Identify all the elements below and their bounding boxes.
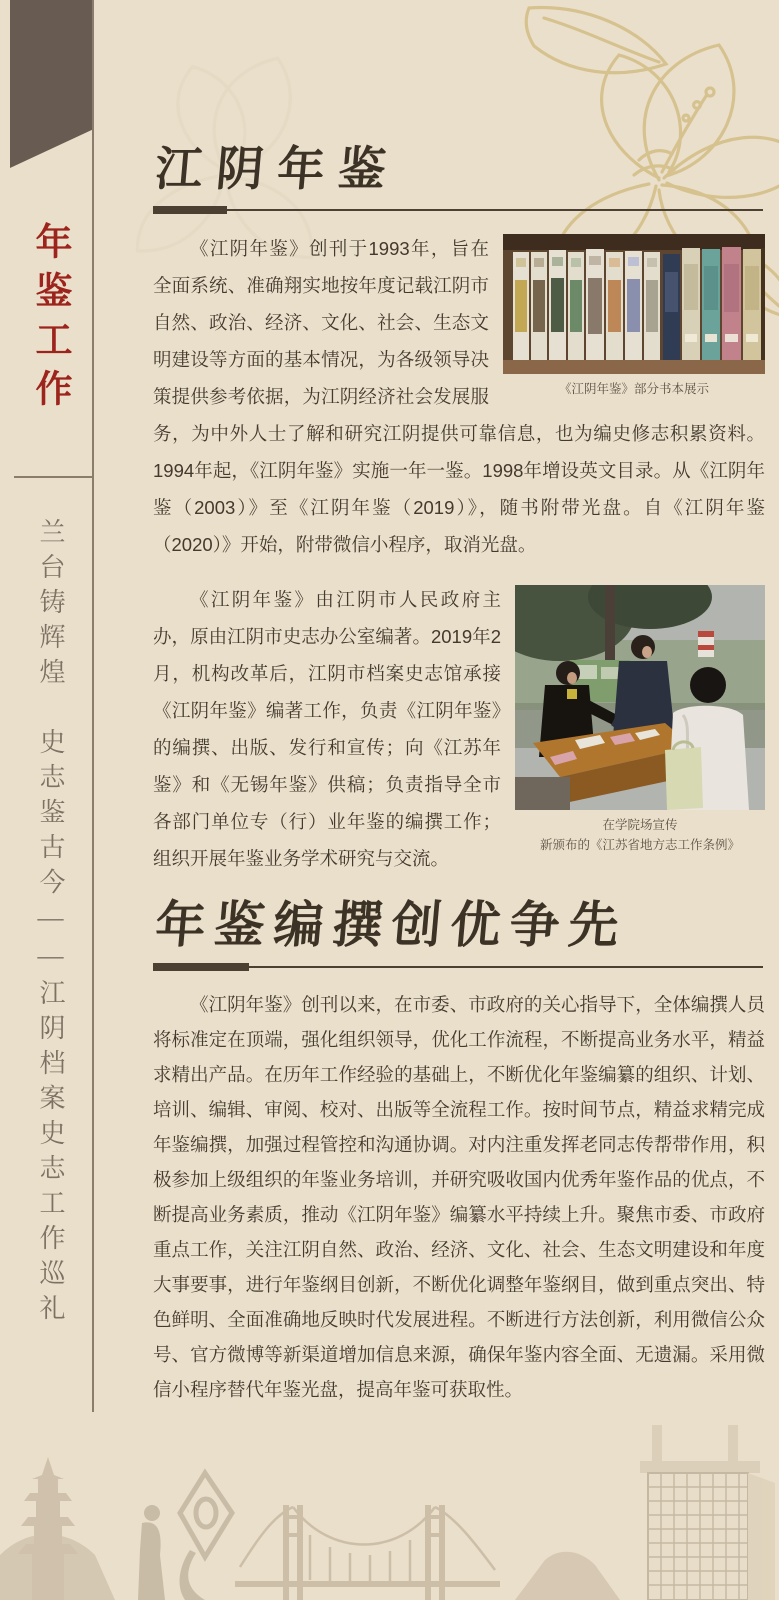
photo2-caption-line2: 新颁布的《江苏省地方志工作条例》: [539, 837, 740, 852]
sidebar-divider-line: [92, 0, 94, 1412]
main-content: [153, 142, 765, 1407]
sculpture-silhouette: [180, 1473, 232, 1557]
sidebar-rule: [14, 476, 92, 478]
paragraph1: 《江阴年鉴》创刊于1993年，旨在全面系统、准确翔实地按年度记载江阴市自然、政治、经济、文化、社会、生态文明建设等方面的基本情况，为各级领导决策提供参考依据，为江阴经济社会发展服务，为中外人士了解和研究江阴提供可靠信息，也为编史修志积累资料。1994年起，《江阴年鉴》实施一年一鉴。1998年增设英文目录。从《江阴年鉴（2003）》至《江阴年鉴（2019）》，随书附带光盘。自《江阴年鉴（2020）》开始，附带微信小程序，取消光盘。: [153, 238, 765, 556]
sidebar-slogan: 兰台铸辉煌 史志鉴古今——江阴档案史志工作巡礼: [36, 518, 65, 1329]
yearbook-books-photo-art: [503, 234, 765, 374]
section1-title-rule: [153, 206, 765, 214]
paragraph1-block: [153, 230, 765, 563]
paragraph2: 《江阴年鉴》由江阴市人民政府主办，原由江阴市史志办公室编著。2019年2月，机构改革后，江阴市档案史志馆承接《江阴年鉴》编著工作，负责《江阴年鉴》的编撰、出版、发行和宣传；向《江苏年鉴》和《无锡年鉴》供稿；负责指导全市各部门单位专（行）业年鉴的编撰工作；组织开展年鉴业务学术研究与交流。: [153, 589, 501, 870]
bridge-silhouette: [235, 1505, 500, 1600]
statue-silhouette: [138, 1505, 165, 1600]
paragraph3: 《江阴年鉴》创刊以来，在市委、市政府的关心指导下，全体编撰人员将标准定在顶端，强化组织领导，优化工作流程，不断提高业务水平，精益求精出产品。在历年工作经验的基础上，不断优化年鉴编纂的组织、计划、培训、编辑、审阅、校对、出版等全流程工作。按时间节点，精益求精完成年鉴编撰，加强过程管控和沟通协调。对内注重发挥老同志传帮带作用，积极参加上级组织的年鉴业务培训，并研究吸收国内优秀年鉴作品的优点，不断提高业务素质，推动《江阴年鉴》编纂水平持续上升。聚焦市委、市政府重点工作，关注江阴自然、政治、经济、文化、社会、生态文明建设和年度大事要事，进行年鉴纲目创新，不断优化调整年鉴纲目，做到重点突出、特色鲜明、全面准确地反映时代发展进程。不断进行方法创新，利用微信公众号、官方微博等新渠道增加信息来源，确保年鉴内容全面、无遗漏。采用微信小程序替代年鉴光盘，提高年鉴可获取性。: [153, 994, 765, 1401]
section1-title: 江阴年鉴: [153, 144, 402, 196]
city-skyline-watermark: [0, 1385, 779, 1600]
section2-title-rule: [153, 963, 765, 971]
office-tower-silhouette: [640, 1425, 775, 1600]
campus-promotion-photo-art: [515, 585, 765, 810]
photo-yearbook-books: [503, 234, 765, 399]
photo2-caption: [515, 816, 765, 855]
sidebar-banner-ribbon: [10, 0, 93, 168]
photo1-caption: 《江阴年鉴》部分书本展示: [558, 382, 709, 397]
paragraph2-block: [153, 581, 765, 877]
section2-title: 年鉴编撰创优争先: [153, 897, 631, 954]
pagoda-silhouette: [18, 1457, 78, 1600]
photo-campus-promotion: [515, 585, 765, 855]
sidebar-banner-title: 年鉴工作: [29, 222, 70, 418]
photo2-caption-line1: 在学院场宣传: [602, 818, 678, 833]
